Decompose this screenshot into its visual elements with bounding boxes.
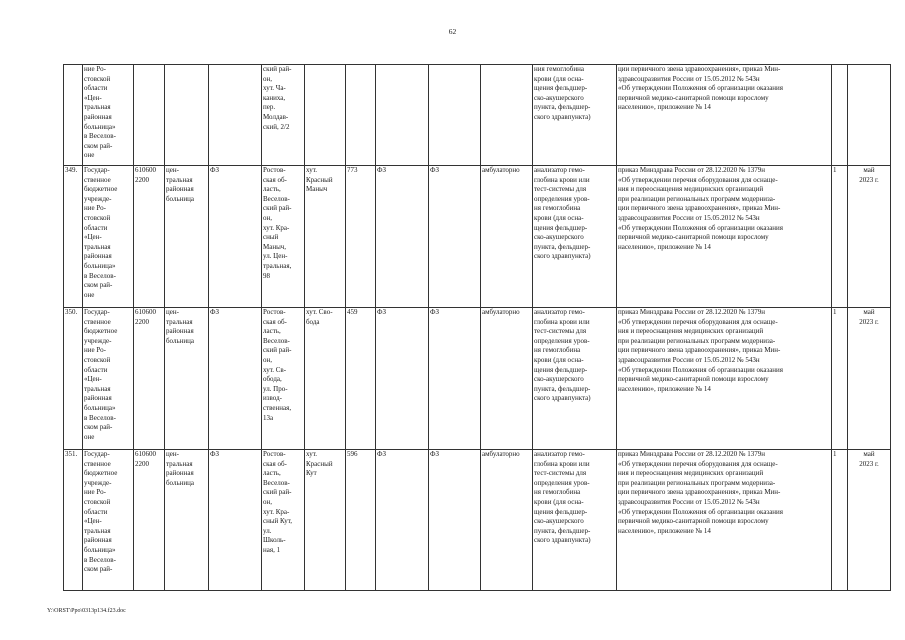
care-type-cell: амбулаторно (481, 450, 533, 591)
delivery-date-cell: май 2023 г. (848, 450, 891, 591)
page-number: 62 (448, 27, 457, 36)
institution-cell: Государ- ственное бюджетное учрежде- ние Ро- стовской области «Цен- тральная районная больница» в Веселов- ском рай- оне (83, 308, 134, 450)
population-cell: 596 (346, 450, 376, 591)
care-type-cell (481, 65, 533, 166)
footer-file-path: Y:\ORST\Ppo\0313p134.f23.doc (47, 608, 126, 614)
institution-cell: Государ- ственное бюджетное учрежде- ние Ро- стовской области «Цен- тральная районная больница» в Веселов- ском рай- оне (83, 166, 134, 308)
delivery-date-cell: май 2023 г. (848, 166, 891, 308)
population-cell: 459 (346, 308, 376, 450)
row-number-cell (64, 65, 83, 166)
care-type-cell: амбулаторно (481, 308, 533, 450)
fz-cell: ФЗ (209, 166, 262, 308)
facility-type-cell: цен- тральная районная больница (165, 450, 209, 591)
institution-code-cell: 610600 2200 (134, 166, 165, 308)
quantity-cell (832, 65, 848, 166)
fz-cell: ФЗ (429, 450, 481, 591)
equipment-cell: анализатор гемо- глобина крови или тест-системы для определения уров- ня гемоглобина крови (для осна- щения фельдшер- ско-акушерского пункта, фельдшер- ского здравпункта) (533, 450, 617, 591)
row-number-cell: 349. (64, 166, 83, 308)
delivery-date-cell: май 2023 г. (848, 308, 891, 450)
address-cell: Ростов- ская об- ласть, Веселов- ский рай- он, хут. Св- обода, ул. Про- извод- ственная, 13а (262, 308, 305, 450)
quantity-cell: 1 (832, 166, 848, 308)
locality-cell: хут. Красный Маныч (305, 166, 346, 308)
population-cell: 773 (346, 166, 376, 308)
address-cell: Ростов- ская об- ласть, Веселов- ский рай- он, хут. Кра- сный Кут, ул. Школь- ная, 1 (262, 450, 305, 591)
institution-code-cell: 610600 2200 (134, 450, 165, 591)
row-number-cell: 351. (64, 450, 83, 591)
table-row (64, 65, 891, 166)
fz-cell (429, 65, 481, 166)
quantity-cell: 1 (832, 308, 848, 450)
fz-cell: ФЗ (209, 450, 262, 591)
fz-cell: ФЗ (376, 166, 429, 308)
locality-cell: хут. Красный Кут (305, 450, 346, 591)
legal-basis-cell: приказ Минздрава России от 28.12.2020 № 1379н «Об утверждении перечня оборудования для оснаще- ния и переоснащения медицинских организаций при реализации региональных программ модерниза- ции первичного звена здравоохранения», приказ Мин- здравсоцразвития России от 15.05.2012 № 543н «Об утверждении Положения об организации оказания первичной медико-санитарной помощи взрослому населению», приложение № 14 (617, 308, 832, 450)
institution-code-cell: 610600 2200 (134, 308, 165, 450)
care-type-cell: амбулаторно (481, 166, 533, 308)
equipment-cell: анализатор гемо- глобина крови или тест-системы для определения уров- ня гемоглобина крови (для осна- щения фельдшер- ско-акушерского пункта, фельдшер- ского здравпункта) (533, 308, 617, 450)
institution-cell: ние Ро- стовской области «Цен- тральная районная больница» в Веселов- ском рай- оне (83, 65, 134, 166)
equipment-cell: анализатор гемо- глобина крови или тест-системы для определения уров- ня гемоглобина крови (для осна- щения фельдшер- ско-акушерского пункта, фельдшер- ского здравпункта) (533, 166, 617, 308)
facility-type-cell: цен- тральная районная больница (165, 308, 209, 450)
address-cell: ский рай- он, хут. Ча- каниха, пер. Молдав- ский, 2/2 (262, 65, 305, 166)
equipment-table (63, 64, 891, 591)
legal-basis-cell: ции первичного звена здравоохранения», приказ Мин- здравсоцразвития России от 15.05.2012 № 543н «Об утверждении Положения об организации оказания первичной медико-санитарной помощи взрослому населению», приложение № 14 (617, 65, 832, 166)
quantity-cell: 1 (832, 450, 848, 591)
facility-type-cell (165, 65, 209, 166)
legal-basis-cell: приказ Минздрава России от 28.12.2020 № 1379н «Об утверждении перечня оборудования для оснаще- ния и переоснащения медицинских организаций при реализации региональных программ модерниза- ции первичного звена здравоохранения», приказ Мин- здравсоцразвития России от 15.05.2012 № 543н «Об утверждении Положения об организации оказания первичной медико-санитарной помощи взрослому населению», приложение № 14 (617, 166, 832, 308)
delivery-date-cell (848, 65, 891, 166)
fz-cell (376, 65, 429, 166)
fz-cell: ФЗ (376, 308, 429, 450)
fz-cell: ФЗ (209, 308, 262, 450)
row-number-cell: 350. (64, 308, 83, 450)
fz-cell: ФЗ (376, 450, 429, 591)
facility-type-cell: цен- тральная районная больница (165, 166, 209, 308)
institution-cell: Государ- ственное бюджетное учрежде- ние Ро- стовской области «Цен- тральная районная больница» в Веселов- ском рай- (83, 450, 134, 591)
table-row (64, 450, 891, 591)
table-row (64, 166, 891, 308)
legal-basis-cell: приказ Минздрава России от 28.12.2020 № 1379н «Об утверждении перечня оборудования для оснаще- ния и переоснащения медицинских организаций при реализации региональных программ модерниза- ции первичного звена здравоохранения», приказ Мин- здравсоцразвития России от 15.05.2012 № 543н «Об утверждении Положения об организации оказания первичной медико-санитарной помощи взрослому населению», приложение № 14 (617, 450, 832, 591)
fz-cell: ФЗ (429, 166, 481, 308)
equipment-cell: ния гемоглобина крови (для осна- щения фельдшер- ско-акушерского пункта, фельдшер- ского здравпункта) (533, 65, 617, 166)
address-cell: Ростов- ская об- ласть, Веселов- ский рай- он, хут. Кра- сный Маныч, ул. Цен- тральная, 98 (262, 166, 305, 308)
fz-cell (209, 65, 262, 166)
table-row (64, 308, 891, 450)
locality-cell: хут. Сво- бода (305, 308, 346, 450)
institution-code-cell (134, 65, 165, 166)
fz-cell: ФЗ (429, 308, 481, 450)
population-cell (346, 65, 376, 166)
locality-cell (305, 65, 346, 166)
